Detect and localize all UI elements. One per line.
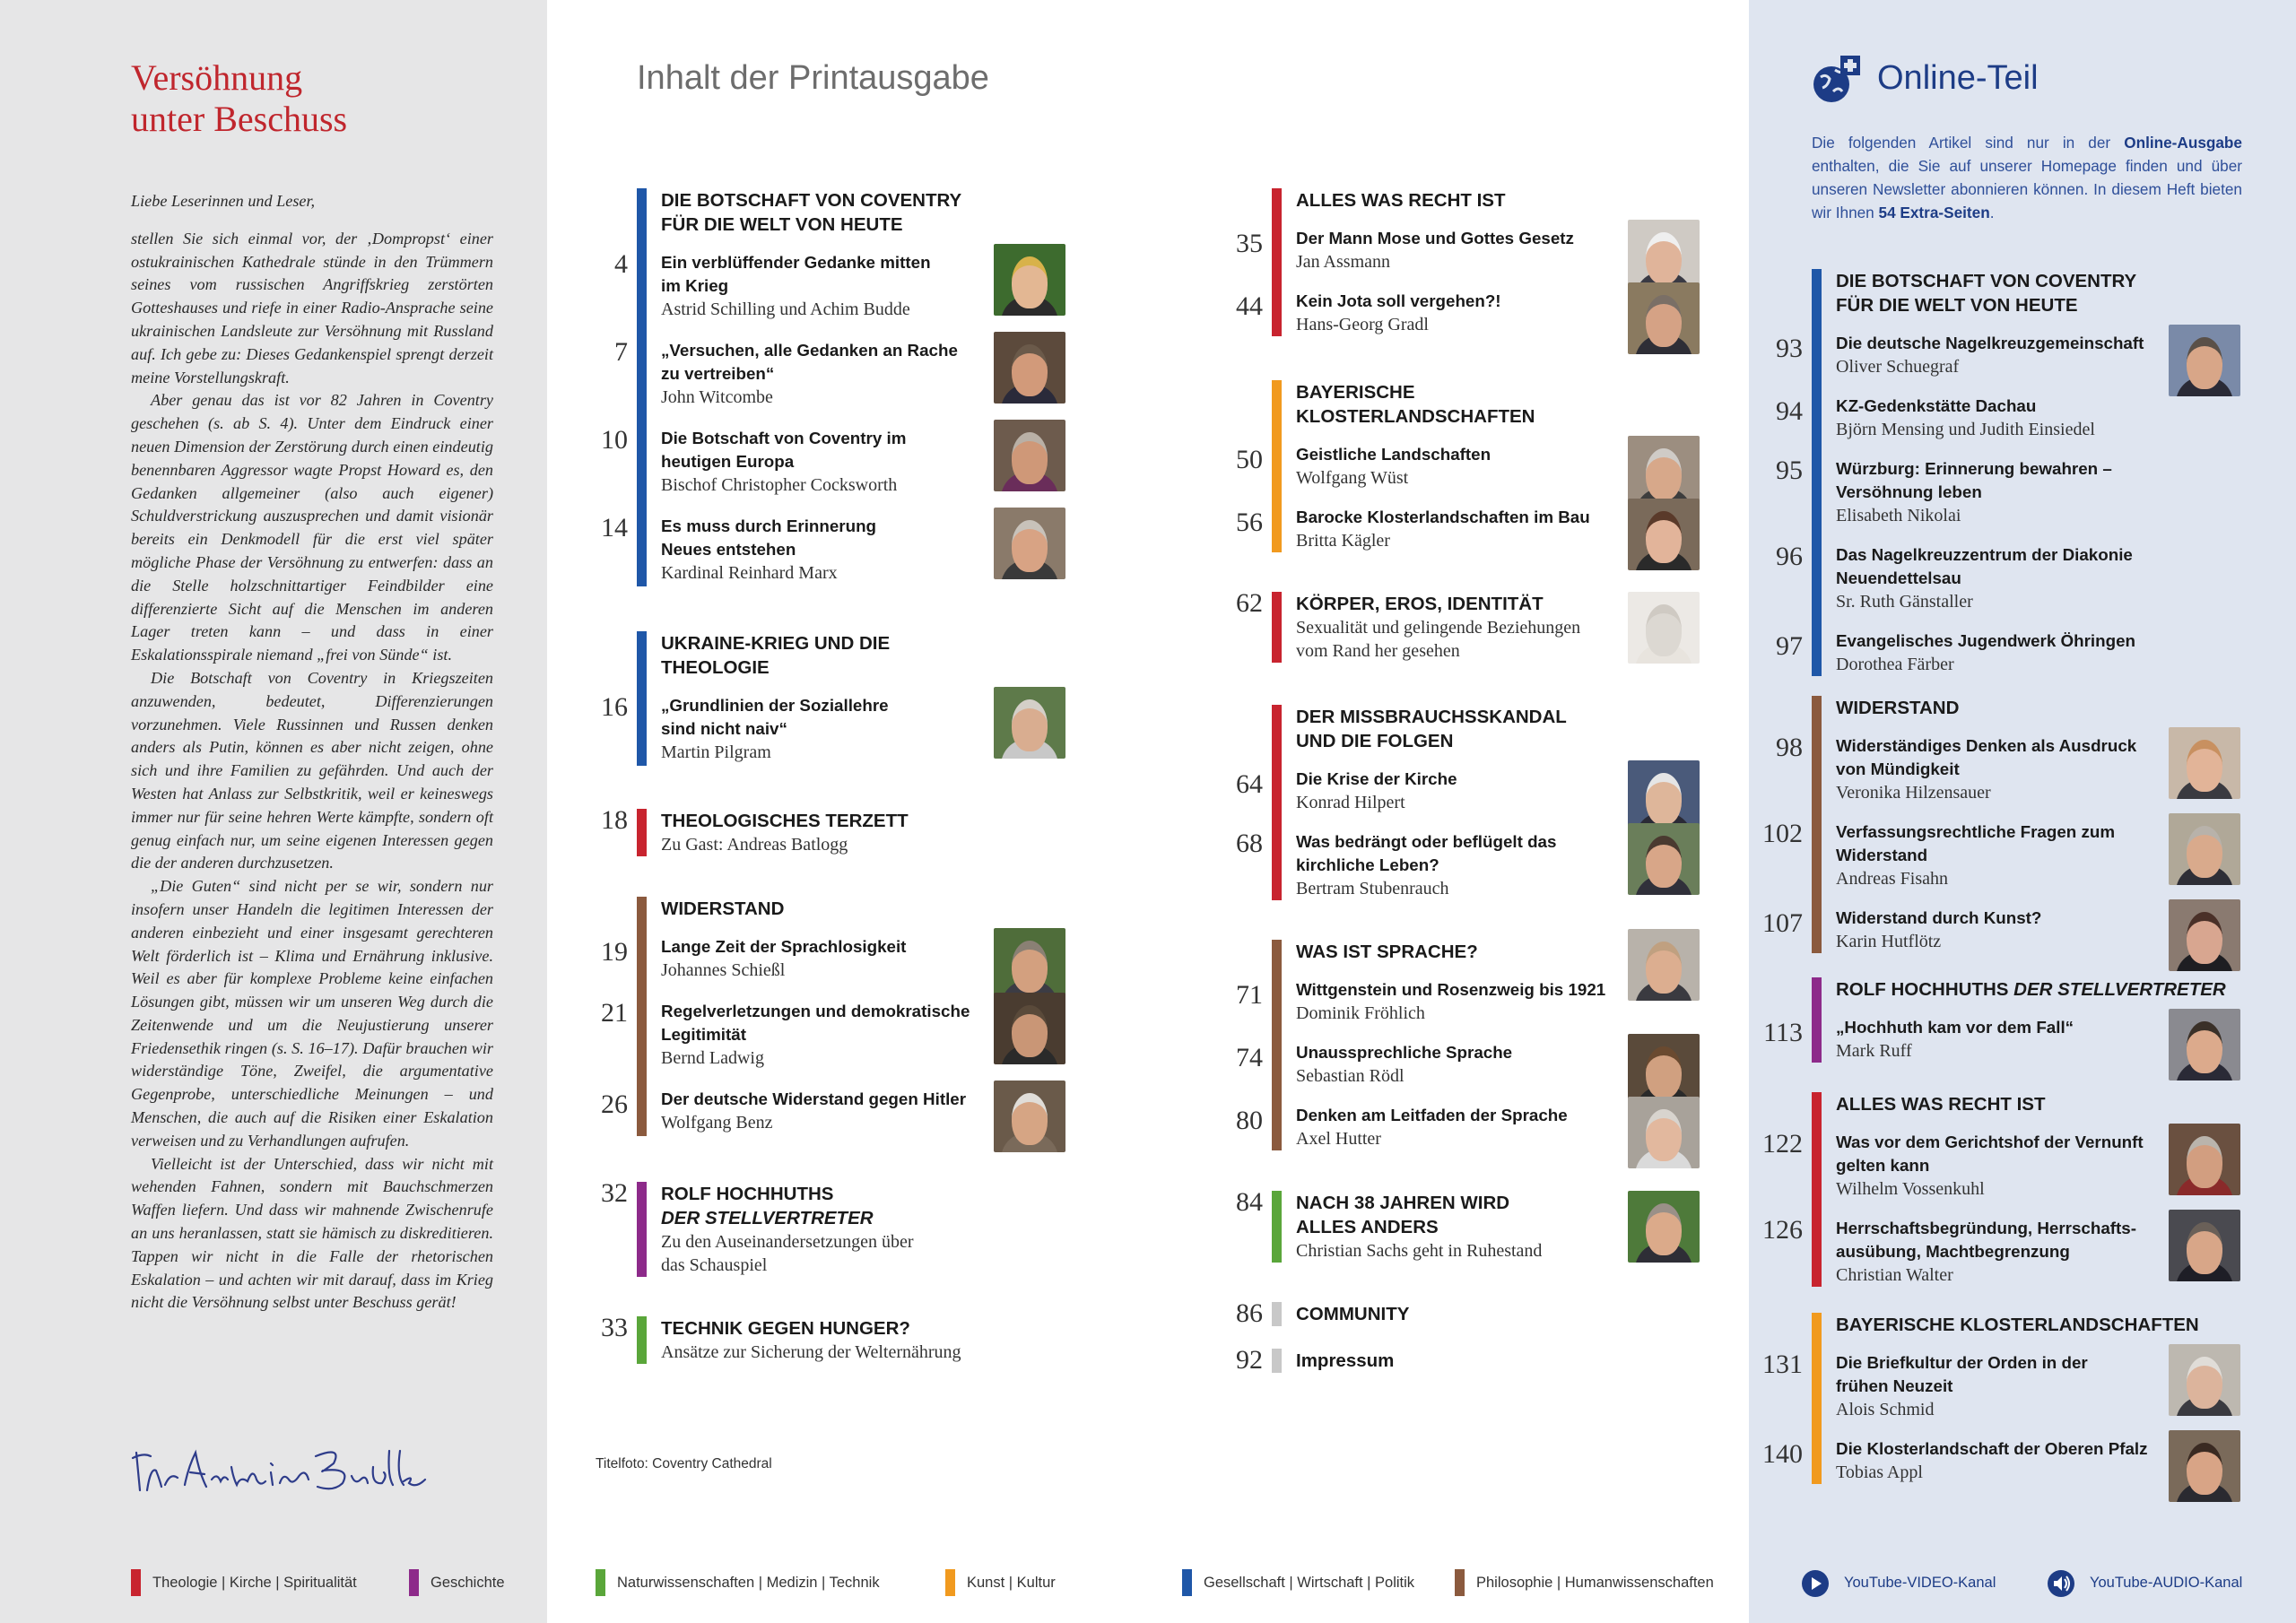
page-number: 14 xyxy=(601,513,628,542)
editorial-title xyxy=(131,57,347,140)
section-heading[interactable]: KÖRPER, EROS, IDENTITÄT xyxy=(1296,594,1544,614)
section-color-bar xyxy=(1812,1092,1822,1287)
editorial-paragraph: „Die Guten“ sind nicht per se wir, sondern nur insofern unser Handeln die legitimen Interessen der anderen einbezieht und einer insgesamt gerechteren Welt förderlich ist – Klima und Ernährung inklusive. Weil es aber für komplexe Probleme keine einfachen Lösungen gibt, müssen wir um unseren Weg durch die Zeitenwende und um die Neujustierung unserer Friedensethik ringen (s. S. 16–17). Dafür brauchen wir widerständige Töne, Zweifel, die argumentative Gegenprobe, unterschiedliche Meinungen – und Menschen, die auch auf die Risiken einer Eskalation verweisen und zu Verhandlungen aufrufen. xyxy=(131,877,493,1150)
photo-face xyxy=(1646,295,1682,347)
section-color-bar xyxy=(637,631,647,766)
article-author: Dominik Fröhlich xyxy=(1296,1003,1425,1023)
article-title[interactable]: Das Nagelkreuzzentrum der Diakonie xyxy=(1836,545,2133,564)
article-title[interactable]: Die deutsche Nagelkreuzgemeinschaft xyxy=(1836,334,2144,352)
author-photo xyxy=(2169,1344,2240,1416)
section-heading[interactable]: ALLES ANDERS xyxy=(1296,1217,1439,1237)
section-heading[interactable]: FÜR DIE WELT VON HEUTE xyxy=(1836,295,2078,316)
photo-face xyxy=(1012,520,1048,572)
page-number: 96 xyxy=(1776,542,1803,571)
section-subtitle: Zu Gast: Andreas Batlogg xyxy=(661,835,848,855)
author-photo xyxy=(994,508,1065,579)
page-number: 84 xyxy=(1236,1187,1263,1217)
article-title[interactable]: Die Krise der Kirche xyxy=(1296,769,1457,788)
photo-face xyxy=(2187,1136,2222,1188)
article-title[interactable]: „Grundlinien der Soziallehre xyxy=(661,696,889,715)
article-author: Veronika Hilzensauer xyxy=(1836,783,1991,803)
page-number: 44 xyxy=(1236,291,1263,321)
section-heading[interactable]: FÜR DIE WELT VON HEUTE xyxy=(661,214,903,235)
article-author: John Witcombe xyxy=(661,387,773,407)
author-photo xyxy=(2169,1210,2240,1281)
article-author: Mark Ruff xyxy=(1836,1041,1912,1061)
section-heading[interactable]: BAYERISCHE xyxy=(1296,382,1415,403)
editorial-paragraph: Aber genau das ist vor 82 Jahren in Coventry geschehen (s. ab S. 4). Unter dem Eindruck einer neuen Dimension der Zerstörung durch einen eindeutig benennbaren Aggressor wagte Propst Howard es, den Gedanken allgemeiner (also auch eigener) Schuldverstrickung auszusprechen und damit visionär bereits ein Denkmodell für die erst viel später mögliche Phase der Versöhnung zu entwerfen: dass an die Stelle holzschnittartiger Feindbilder eine differenzierte Sicht auf die Menschen im anderen Lager treten kann – und dass in einer Eskalationsspirale niemand „frei von Sünde“ ist. xyxy=(131,391,493,664)
article-title[interactable]: Neuendettelsau xyxy=(1836,568,1961,587)
article-title[interactable]: Widerstand durch Kunst? xyxy=(1836,908,2042,927)
page-number: 26 xyxy=(601,1089,628,1119)
online-intro-bold: 54 Extra-Seiten xyxy=(1878,204,1990,221)
page-number: 7 xyxy=(614,337,628,367)
author-photo xyxy=(1628,220,1700,291)
section-heading[interactable]: WIDERSTAND xyxy=(1836,698,1960,718)
globe-plus-icon xyxy=(1812,56,1862,108)
section-heading[interactable]: UKRAINE-KRIEG UND DIE xyxy=(661,633,891,654)
article-author: Oliver Schuegraf xyxy=(1836,357,1960,377)
article-title[interactable]: gelten kann xyxy=(1836,1156,1930,1175)
section-color-bar xyxy=(1812,269,1822,676)
article-author: Bertram Stubenrauch xyxy=(1296,879,1449,898)
section-heading[interactable]: WAS IST SPRACHE? xyxy=(1296,942,1478,962)
article-title[interactable]: Was bedrängt oder beflügelt das xyxy=(1296,832,1557,851)
page-number: 131 xyxy=(1762,1350,1803,1379)
author-photo xyxy=(994,928,1065,1000)
section-color-bar xyxy=(1272,380,1282,552)
photo-face xyxy=(2187,1222,2222,1274)
page-number: 122 xyxy=(1762,1129,1803,1159)
section-color-bar xyxy=(637,1182,647,1277)
article-author: Martin Pilgram xyxy=(661,742,771,762)
article-author: Sr. Ruth Gänstaller xyxy=(1836,592,1973,612)
section-color-bar xyxy=(1812,1313,1822,1484)
article-author: Tobias Appl xyxy=(1836,1462,1923,1482)
editorial-panel xyxy=(0,0,547,1623)
article-author: Astrid Schilling und Achim Budde xyxy=(661,299,910,319)
page-number: 32 xyxy=(601,1178,628,1208)
page-number: 33 xyxy=(601,1313,628,1342)
article-title[interactable]: Legitimität xyxy=(661,1025,746,1044)
author-photo xyxy=(2169,813,2240,885)
youtube-audio-label: YouTube-AUDIO-Kanal xyxy=(2090,1575,2243,1591)
editorial-paragraph: Die Botschaft von Coventry in Kriegszeiten anzuwenden, bedeutet, Differenzierungen vorzunehmen. Viele Russinnen und Russen denken anders als Putin, können es aber nicht zeigen, ohne sich und ihre Familien zu gefährden. Und auch der Westen hat Anlass zur Selbstkritik, weil er keineswegs immer nur für seine hehren Werte kämpfte, sondern oft genug einfach nur, um seine eigenen Interessen gegen die der anderen durchzusetzen. xyxy=(131,668,493,872)
page-number: 64 xyxy=(1236,769,1263,799)
photo-face xyxy=(1012,699,1048,751)
section-subtitle: vom Rand her gesehen xyxy=(1296,641,1460,661)
section-subtitle: Christian Sachs geht in Ruhestand xyxy=(1296,1241,1543,1261)
photo-face xyxy=(1646,1203,1682,1255)
online-intro-bold: Online-Ausgabe xyxy=(2124,134,2242,152)
category-swatch xyxy=(409,1569,419,1596)
article-title[interactable]: Die Klosterlandschaft der Oberen Pfalz xyxy=(1836,1439,2148,1458)
photo-face xyxy=(2187,740,2222,792)
online-intro-text: Die folgenden Artikel sind nur in der xyxy=(1812,134,2125,152)
article-author: Johannes Schießl xyxy=(661,960,786,980)
section-color-bar xyxy=(637,897,647,1136)
article-title[interactable]: Würzburg: Erinnerung bewahren – xyxy=(1836,459,2112,478)
category-swatch xyxy=(131,1569,141,1596)
photo-face xyxy=(1646,604,1682,656)
author-photo xyxy=(994,420,1065,491)
article-title[interactable]: Es muss durch Erinnerung xyxy=(661,516,877,535)
online-intro-text: . xyxy=(1989,204,1995,221)
editorial-body xyxy=(131,190,493,1315)
page-number: 86 xyxy=(1236,1298,1263,1328)
category-swatch xyxy=(1182,1569,1192,1596)
section-subtitle: Ansätze zur Sicherung der Welternährung xyxy=(661,1342,961,1362)
section-heading[interactable]: UND DIE FOLGEN xyxy=(1296,731,1454,751)
author-photo xyxy=(1628,282,1700,354)
article-author: Kardinal Reinhard Marx xyxy=(661,563,838,583)
photo-face xyxy=(1012,344,1048,396)
article-title[interactable]: heutigen Europa xyxy=(661,452,795,471)
salutation: Liebe Leserinnen und Leser, xyxy=(131,192,316,210)
speaker-icon xyxy=(2047,1569,2075,1602)
author-photo xyxy=(2169,727,2240,799)
section-heading[interactable]: COMMUNITY xyxy=(1296,1304,1410,1324)
section-subtitle: Sexualität und gelingende Beziehungen xyxy=(1296,618,1581,638)
section-color-bar xyxy=(1272,940,1282,1150)
photo-face xyxy=(2187,912,2222,964)
page-number: 56 xyxy=(1236,508,1263,537)
section-color-bar xyxy=(637,188,647,586)
section-heading[interactable]: WIDERSTAND xyxy=(661,898,785,919)
article-author: Bernd Ladwig xyxy=(661,1048,764,1068)
article-author: Alois Schmid xyxy=(1836,1400,1935,1419)
article-title[interactable]: Die Briefkultur der Orden in der xyxy=(1836,1353,2088,1372)
print-contents-title: Inhalt der Printausgabe xyxy=(637,59,989,97)
section-heading[interactable] xyxy=(1836,977,2226,1002)
online-intro xyxy=(1812,131,2242,224)
article-title[interactable]: frühen Neuzeit xyxy=(1836,1376,1953,1395)
section-heading[interactable]: DIE BOTSCHAFT VON COVENTRY xyxy=(1836,271,2137,291)
article-author: Wilhelm Vossenkuhl xyxy=(1836,1179,1985,1199)
author-photo xyxy=(1628,1034,1700,1106)
article-author: Wolfgang Wüst xyxy=(1296,468,1409,488)
article-title[interactable]: Ein verblüffender Gedanke mitten xyxy=(661,253,931,272)
article-title[interactable]: Versöhnung leben xyxy=(1836,482,1982,501)
page-number: 19 xyxy=(601,937,628,967)
article-author: Andreas Fisahn xyxy=(1836,869,1948,889)
page-number: 50 xyxy=(1236,445,1263,474)
category-label: Geschichte xyxy=(430,1575,505,1591)
author-photo xyxy=(1628,436,1700,508)
article-author: Britta Kägler xyxy=(1296,531,1390,551)
article-title[interactable]: Was vor dem Gerichtshof der Vernunft xyxy=(1836,1133,2144,1151)
editorial-title-line2: unter Beschuss xyxy=(131,99,348,139)
section-subtitle: Zu den Auseinandersetzungen über xyxy=(661,1232,914,1252)
photo-face xyxy=(1646,836,1682,888)
author-photo xyxy=(1628,499,1700,570)
page-number: 92 xyxy=(1236,1345,1263,1375)
section-heading[interactable]: ROLF HOCHHUTHS xyxy=(661,1184,834,1204)
page-number: 68 xyxy=(1236,829,1263,858)
article-title[interactable]: im Krieg xyxy=(661,276,729,295)
page-number: 62 xyxy=(1236,588,1263,618)
article-title[interactable]: Barocke Klosterlandschaften im Bau xyxy=(1296,508,1590,526)
photo-face xyxy=(1646,1109,1682,1161)
article-title[interactable]: ausübung, Machtbegrenzung xyxy=(1836,1242,2070,1261)
page-number: 113 xyxy=(1763,1018,1803,1047)
editorial-title-line1: Versöhnung xyxy=(131,57,303,98)
photo-face xyxy=(1646,232,1682,284)
section-heading[interactable]: THEOLOGIE xyxy=(661,657,770,678)
author-photo xyxy=(994,687,1065,759)
section-color-bar xyxy=(1812,977,1822,1063)
section-heading[interactable]: NACH 38 JAHREN WIRD xyxy=(1296,1193,1510,1213)
section-heading[interactable]: KLOSTERLANDSCHAFTEN xyxy=(1296,406,1535,427)
photo-face xyxy=(1012,941,1048,993)
section-color-bar xyxy=(1272,1191,1282,1263)
photo-face xyxy=(2187,826,2222,878)
author-photo xyxy=(1628,592,1700,664)
section-color-bar xyxy=(1272,1302,1282,1326)
cover-photo-credit: Titelfoto: Coventry Cathedral xyxy=(596,1456,772,1471)
section-color-bar xyxy=(637,1316,647,1364)
article-title[interactable]: sind nicht naiv“ xyxy=(661,719,787,738)
author-photo xyxy=(2169,1430,2240,1502)
photo-face xyxy=(1646,773,1682,825)
page-number: 10 xyxy=(601,425,628,455)
photo-face xyxy=(1646,942,1682,994)
page-number: 16 xyxy=(601,692,628,722)
play-icon xyxy=(1801,1569,1830,1602)
page-number: 80 xyxy=(1236,1106,1263,1135)
section-heading-text: ROLF HOCHHUTHS xyxy=(1836,979,2014,1000)
article-title[interactable]: Evangelisches Jugendwerk Öhringen xyxy=(1836,631,2135,650)
photo-face xyxy=(1012,256,1048,308)
article-author: Hans-Georg Gradl xyxy=(1296,315,1429,334)
photo-face xyxy=(2187,1021,2222,1073)
article-author: Björn Mensing und Judith Einsiedel xyxy=(1836,420,2095,439)
page-number: 126 xyxy=(1762,1215,1803,1245)
category-swatch xyxy=(596,1569,605,1596)
section-heading[interactable]: Impressum xyxy=(1296,1350,1395,1371)
section-color-bar xyxy=(637,809,647,856)
section-heading[interactable]: BAYERISCHE KLOSTERLANDSCHAFTEN xyxy=(1836,1315,2199,1335)
article-title[interactable]: „Versuchen, alle Gedanken an Rache xyxy=(661,341,958,360)
photo-face xyxy=(2187,337,2222,389)
section-heading[interactable]: DIE BOTSCHAFT VON COVENTRY xyxy=(661,190,962,211)
youtube-video-label: YouTube-VIDEO-Kanal xyxy=(1844,1575,1996,1591)
page-number: 4 xyxy=(614,249,628,279)
article-author: Konrad Hilpert xyxy=(1296,793,1405,812)
article-title[interactable]: Der Mann Mose und Gottes Gesetz xyxy=(1296,229,1574,247)
photo-face xyxy=(2187,1443,2222,1495)
article-author: Elisabeth Nikolai xyxy=(1836,506,1961,525)
author-photo xyxy=(1628,823,1700,895)
section-color-bar xyxy=(1272,592,1282,663)
article-author: Christian Walter xyxy=(1836,1265,1953,1285)
author-photo xyxy=(2169,899,2240,971)
page-number: 97 xyxy=(1776,631,1803,661)
author-photo xyxy=(1628,1191,1700,1263)
author-photo xyxy=(1628,929,1700,1001)
section-color-bar xyxy=(1812,696,1822,953)
page-number: 21 xyxy=(601,998,628,1028)
article-title[interactable]: Regelverletzungen und demokratische xyxy=(661,1002,970,1020)
category-swatch xyxy=(945,1569,955,1596)
section-color-bar xyxy=(1272,705,1282,900)
category-label: Gesellschaft | Wirtschaft | Politik xyxy=(1204,1575,1415,1591)
author-photo xyxy=(2169,1124,2240,1195)
page-number: 93 xyxy=(1776,334,1803,363)
author-photo xyxy=(994,244,1065,316)
author-photo xyxy=(1628,1097,1700,1168)
section-heading[interactable]: DER MISSBRAUCHSSKANDAL xyxy=(1296,707,1567,727)
section-heading[interactable]: ALLES WAS RECHT IST xyxy=(1296,190,1506,211)
article-author: Karin Hutflötz xyxy=(1836,932,1942,951)
article-title[interactable]: Denken am Leitfaden der Sprache xyxy=(1296,1106,1568,1124)
author-photo xyxy=(2169,1009,2240,1081)
photo-face xyxy=(1012,1093,1048,1145)
photo-face xyxy=(1646,511,1682,563)
category-label: Kunst | Kultur xyxy=(967,1575,1056,1591)
page-number: 107 xyxy=(1762,908,1803,938)
page-number: 35 xyxy=(1236,229,1263,258)
article-title[interactable]: Kein Jota soll vergehen?! xyxy=(1296,291,1501,310)
article-title[interactable]: KZ-Gedenkstätte Dachau xyxy=(1836,396,2037,415)
author-photo xyxy=(1628,760,1700,832)
author-photo xyxy=(994,1081,1065,1152)
category-swatch xyxy=(1455,1569,1465,1596)
page-number: 95 xyxy=(1776,456,1803,485)
page-number: 98 xyxy=(1776,733,1803,762)
article-author: Dorothea Färber xyxy=(1836,655,1954,674)
section-heading-italic: DER STELLVERTRETER xyxy=(2013,979,2226,1000)
article-title[interactable]: von Mündigkeit xyxy=(1836,759,1960,778)
author-photo xyxy=(994,993,1065,1064)
author-photo xyxy=(994,332,1065,404)
section-heading[interactable]: THEOLOGISCHES TERZETT xyxy=(661,811,909,831)
author-photo xyxy=(2169,325,2240,396)
article-title[interactable]: Wittgenstein und Rosenzweig bis 1921 xyxy=(1296,980,1606,999)
page-number: 18 xyxy=(601,805,628,835)
signature xyxy=(131,1440,427,1507)
article-title[interactable]: Der deutsche Widerstand gegen Hitler xyxy=(661,1089,967,1108)
section-color-bar xyxy=(1272,188,1282,336)
article-title[interactable]: Widerständiges Denken als Ausdruck xyxy=(1836,736,2137,755)
page-number: 74 xyxy=(1236,1043,1263,1072)
article-title[interactable]: Neues entstehen xyxy=(661,540,796,559)
article-title[interactable]: Lange Zeit der Sprachlosigkeit xyxy=(661,937,907,956)
category-label: Theologie | Kirche | Spiritualität xyxy=(152,1575,357,1591)
section-subtitle: das Schauspiel xyxy=(661,1255,768,1275)
page-number: 102 xyxy=(1762,819,1803,848)
section-heading[interactable]: TECHNIK GEGEN HUNGER? xyxy=(661,1318,910,1339)
article-title[interactable]: Herrschaftsbegründung, Herrschafts- xyxy=(1836,1219,2136,1237)
online-intro-text: enthalten, die Sie auf unserer Homepage finden und über unseren Newsletter abonnieren können. In diesem Heft bieten wir Ihnen xyxy=(1812,157,2242,221)
article-author: Bischof Christopher Cocksworth xyxy=(661,475,898,495)
article-title[interactable]: Geistliche Landschaften xyxy=(1296,445,1492,464)
photo-face xyxy=(1646,448,1682,500)
photo-face xyxy=(1646,1046,1682,1098)
page-number: 140 xyxy=(1762,1439,1803,1469)
article-author: Wolfgang Benz xyxy=(661,1113,773,1133)
editorial-paragraph: stellen Sie sich einmal vor, der ‚Dompropst‘ einer ostukrainischen Kathedrale stünde in den Trümmern seines vom russischen Angriffskrieg zerstörten Gotteshauses und riefe in einer Radio-Ansprache seine ukrainischen Landsleute zur Versöhnung mit Russland auf. Ich gebe zu: Dieses Gedankenspiel sprengt derzeit meine Vorstellungskraft. xyxy=(131,229,493,386)
editorial-paragraph: Vielleicht ist der Unterschied, dass wir nicht mit wehenden Fahnen, sondern mit Bauchschmerzen Waffen liefern. Und dass wir mahnende Zwischenrufe an uns heranlassen, statt sie hämisch zu diskreditieren. Tappen wir nicht in die Falle der rhetorischen Eskalation – und achten wir mit darauf, dass im Krieg nicht die Versöhnung selbst unter Beschuss gerät! xyxy=(131,1154,493,1312)
photo-face xyxy=(2187,1357,2222,1409)
article-author: Sebastian Rödl xyxy=(1296,1066,1405,1086)
category-label: Philosophie | Humanwissenschaften xyxy=(1476,1575,1714,1591)
article-title[interactable]: zu vertreiben“ xyxy=(661,364,775,383)
section-color-bar xyxy=(1272,1349,1282,1373)
article-title[interactable]: Widerstand xyxy=(1836,846,1928,864)
category-label: Naturwissenschaften | Medizin | Technik xyxy=(617,1575,880,1591)
article-title[interactable]: Unaussprechliche Sprache xyxy=(1296,1043,1513,1062)
online-title: Online-Teil xyxy=(1877,59,2039,97)
page-number: 71 xyxy=(1236,980,1263,1010)
article-author: Axel Hutter xyxy=(1296,1129,1381,1149)
page-number: 94 xyxy=(1776,396,1803,426)
article-title[interactable]: Die Botschaft von Coventry im xyxy=(661,429,907,447)
article-author: Jan Assmann xyxy=(1296,252,1390,272)
article-title[interactable]: „Hochhuth kam vor dem Fall“ xyxy=(1836,1018,2074,1037)
section-heading[interactable]: ALLES WAS RECHT IST xyxy=(1836,1094,2046,1115)
photo-face xyxy=(1012,432,1048,484)
article-title[interactable]: Verfassungsrechtliche Fragen zum xyxy=(1836,822,2116,841)
photo-face xyxy=(1012,1005,1048,1057)
article-title[interactable]: kirchliche Leben? xyxy=(1296,855,1439,874)
section-heading-italic[interactable]: DER STELLVERTRETER xyxy=(661,1208,874,1228)
